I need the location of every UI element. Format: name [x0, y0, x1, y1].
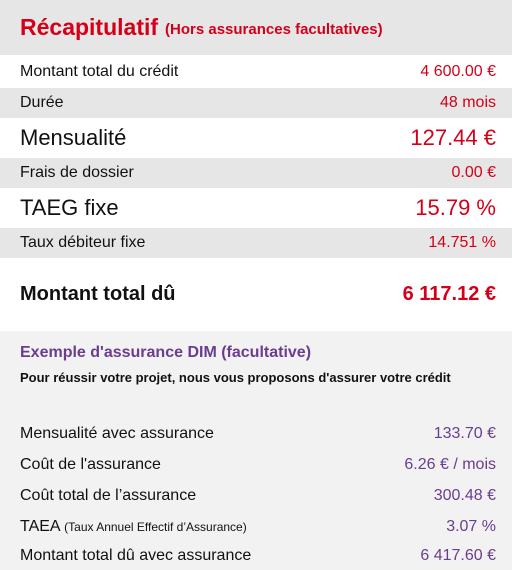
taea-label: TAEA: [20, 517, 60, 535]
row-frais-dossier: [0, 158, 512, 188]
row-label: Montant total du crédit: [20, 63, 179, 80]
insurance-row-cout: [0, 450, 512, 479]
row-montant-credit: [0, 57, 512, 87]
row-value: 4 600.00 €: [420, 63, 496, 80]
row-duree: [0, 88, 512, 118]
insurance-description: Pour réussir votre projet, nous vous proposons d'assurer votre crédit: [20, 370, 451, 385]
row-value: 6 417.60 €: [420, 546, 496, 564]
row-label: [20, 518, 247, 536]
recap-header: [0, 0, 512, 55]
recap-title: Récapitulatif: [20, 14, 159, 40]
row-label: Montant total dû avec assurance: [20, 546, 252, 564]
taea-detail: (Taux Annuel Effectif d’Assurance): [64, 519, 247, 534]
row-value: 3.07 %: [446, 517, 496, 535]
row-label: TAEG fixe: [20, 195, 119, 220]
total-due-row: [0, 265, 512, 323]
row-label: Taux débiteur fixe: [20, 234, 146, 251]
insurance-row-total: [0, 541, 512, 570]
row-value: 0.00 €: [451, 164, 496, 181]
row-value: 15.79 %: [415, 195, 496, 220]
total-due-label: Montant total dû: [20, 282, 176, 305]
insurance-panel: [0, 331, 512, 570]
row-label: Durée: [20, 94, 64, 111]
row-label: Coût total de l’assurance: [20, 486, 197, 504]
row-label: Coût de l'assurance: [20, 455, 161, 473]
row-value: 14.751 %: [428, 234, 496, 251]
row-value: 48 mois: [439, 94, 496, 111]
row-label: Frais de dossier: [20, 164, 134, 181]
row-value: 127.44 €: [410, 125, 496, 150]
row-label: Mensualité avec assurance: [20, 424, 214, 442]
insurance-title: Exemple d'assurance DIM (facultative): [20, 344, 312, 361]
row-value: 300.48 €: [433, 486, 496, 504]
insurance-row-cout-total: [0, 481, 512, 510]
total-due-value: 6 117.12 €: [402, 282, 496, 305]
insurance-row-taea: [0, 512, 512, 541]
row-mensualite: [0, 119, 512, 157]
row-label: Mensualité: [20, 125, 127, 150]
insurance-row-mensualite: [0, 419, 512, 448]
row-value: 133.70 €: [433, 424, 496, 442]
recap-subtitle: (Hors assurances facultatives): [165, 21, 383, 38]
row-taux-debiteur: [0, 228, 512, 258]
row-value: 6.26 € / mois: [404, 455, 496, 473]
row-taeg: [0, 189, 512, 227]
